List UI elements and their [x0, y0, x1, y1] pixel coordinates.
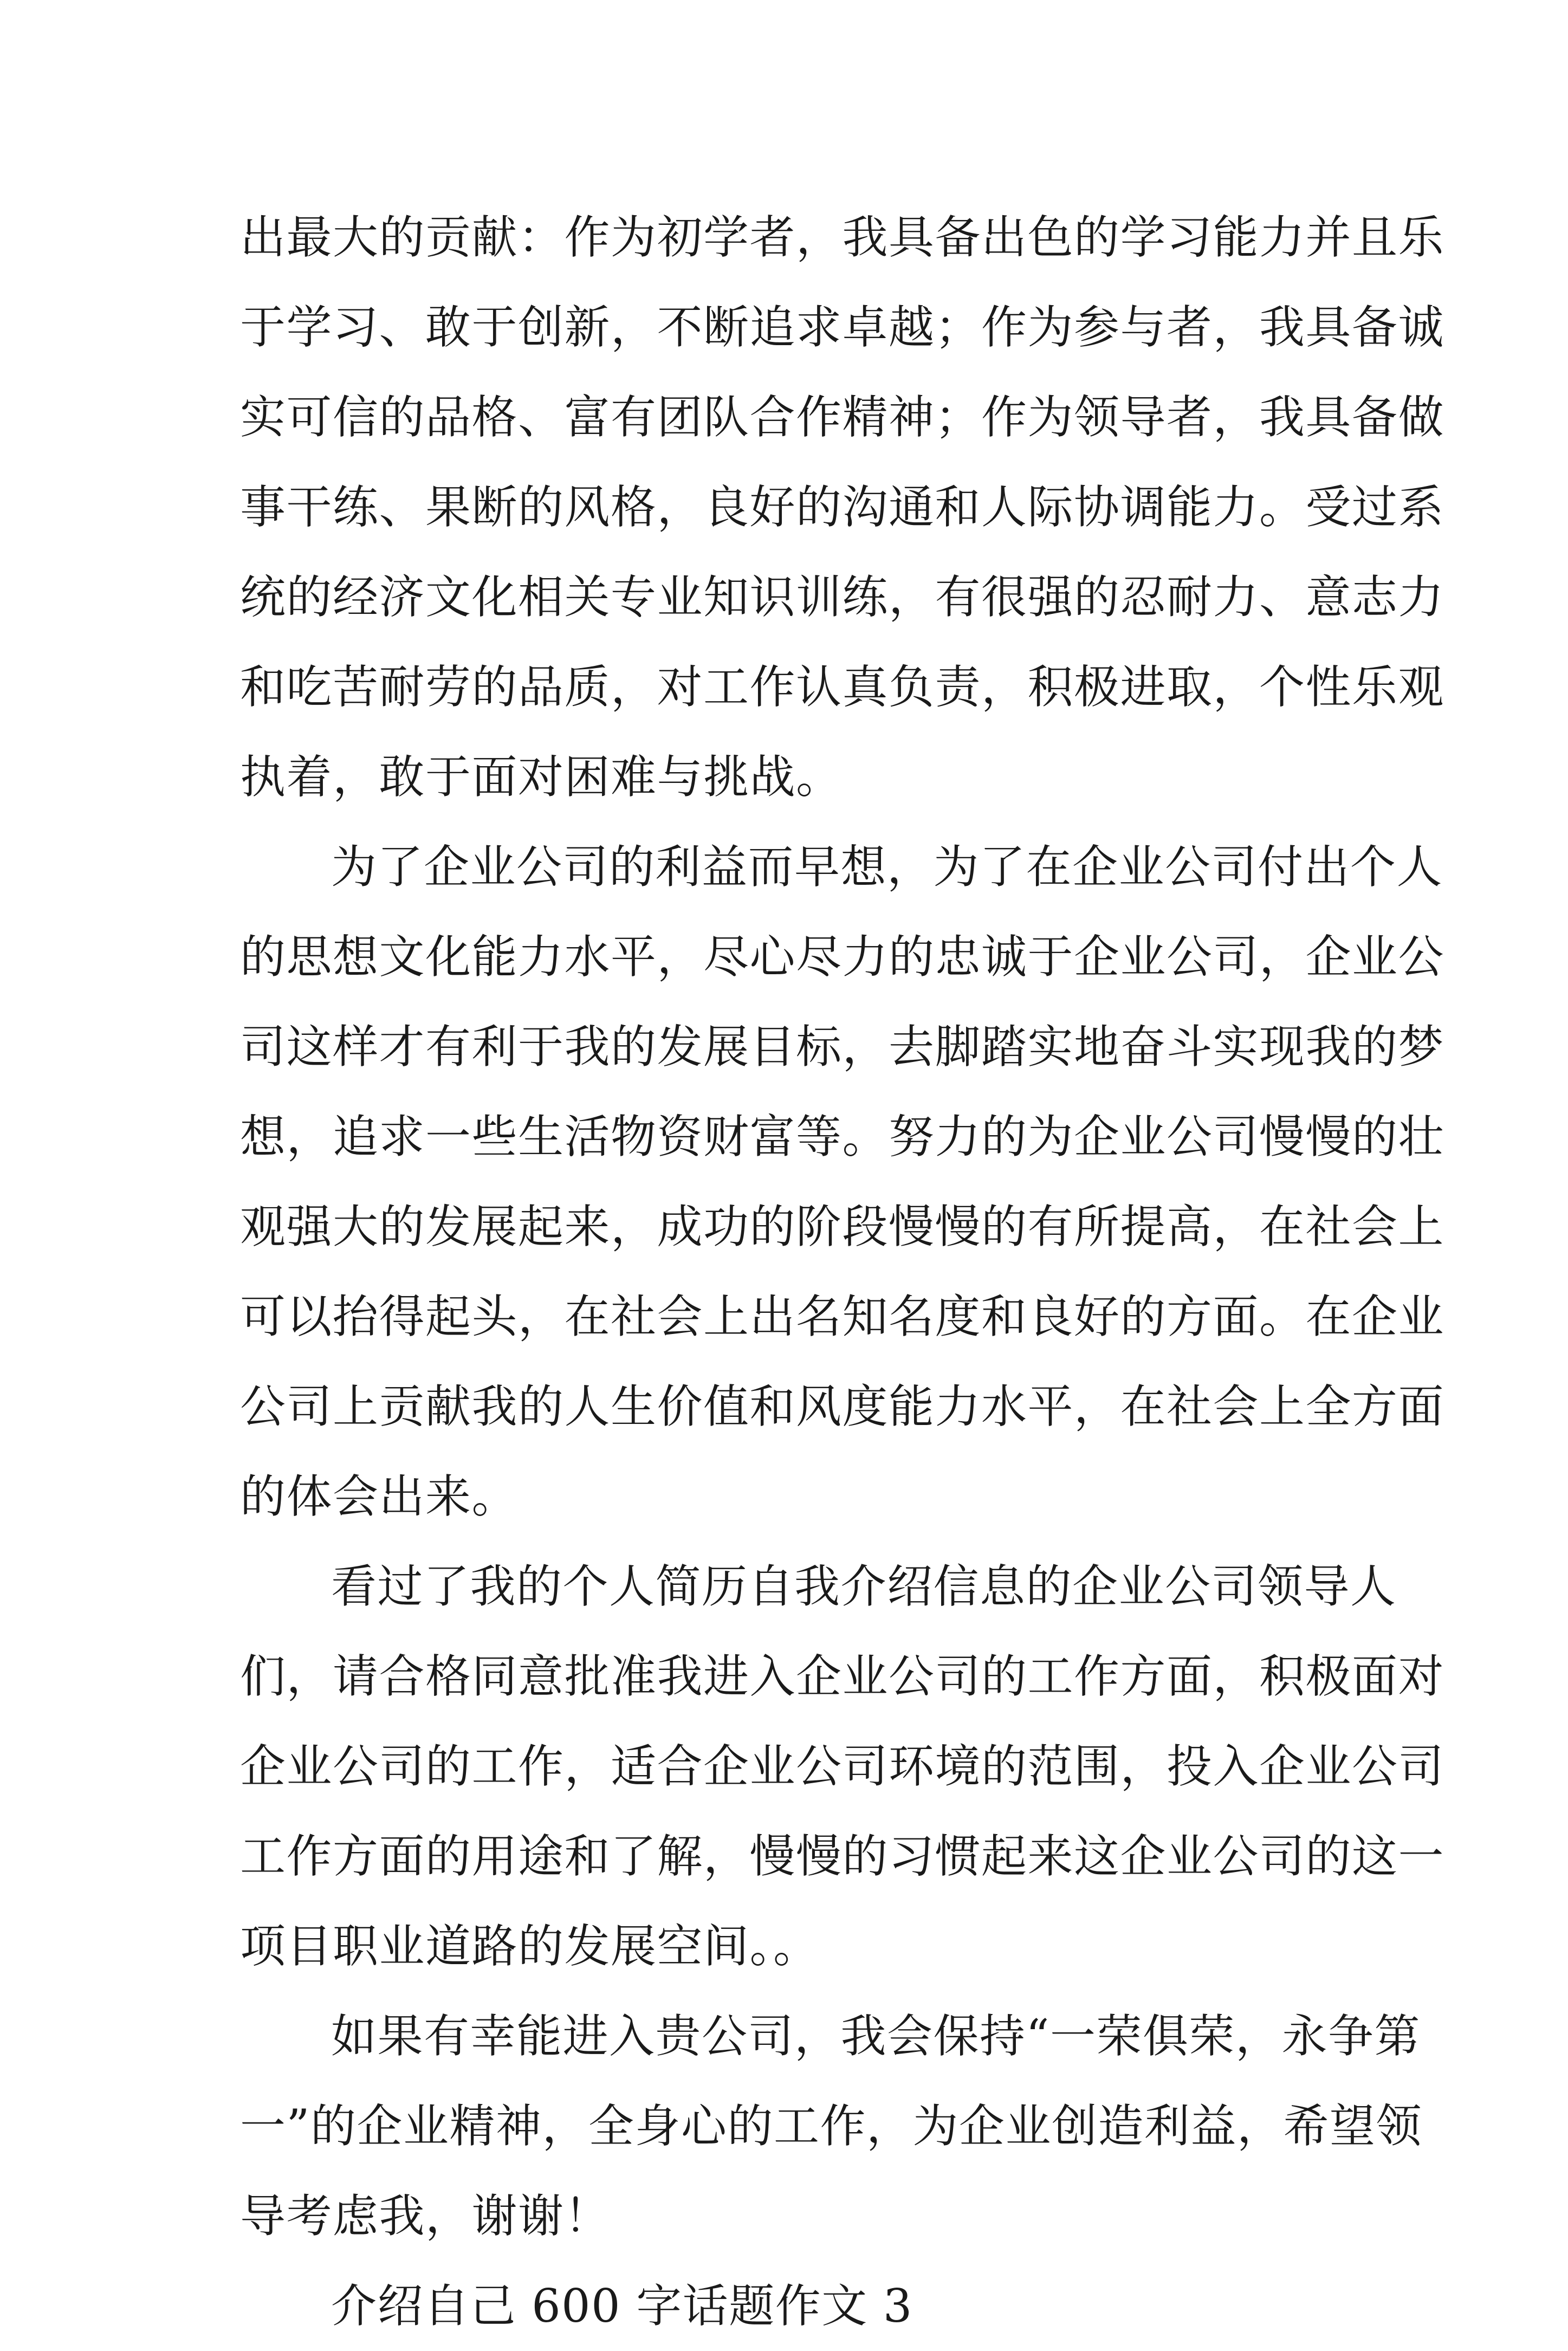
paragraph-line: 可以抬得起头，在社会上出名知名度和良好的方面。在企业: [240, 1290, 1445, 1343]
section-heading-block: [240, 2261, 1334, 2351]
paragraph-4: [240, 1991, 1422, 2261]
paragraph-1: [240, 192, 1445, 822]
document-body: [240, 192, 1445, 2351]
paragraph-2: [240, 822, 1445, 1542]
paragraph-line: 项目职业道路的发展空间。。: [240, 1920, 820, 1973]
paragraph-3: [240, 1542, 1445, 1991]
paragraph-line: 的思想文化能力水平，尽心尽力的忠诚于企业公司，企业公: [240, 930, 1445, 983]
paragraph-line: 工作方面的用途和了解，慢慢的习惯起来这企业公司的这一: [240, 1830, 1445, 1883]
paragraph-line: 司这样才有利于我的发展目标，去脚踏实地奋斗实现我的梦: [240, 1020, 1445, 1073]
paragraph-line: 们，请合格同意批准我进入企业公司的工作方面，积极面对: [240, 1650, 1445, 1703]
paragraph-line: 观强大的发展起来，成功的阶段慢慢的有所提高，在社会上: [240, 1200, 1445, 1253]
paragraph-line: 出最大的贡献：作为初学者，我具备出色的学习能力并且乐: [240, 211, 1445, 264]
paragraph-line: 如果有幸能进入贵公司，我会保持“一荣俱荣，永争第: [331, 2010, 1421, 2063]
paragraph-line: 导考虑我，谢谢！: [240, 2190, 611, 2243]
paragraph-line: 看过了我的个人简历自我介绍信息的企业公司领导人: [331, 1560, 1397, 1613]
paragraph-line: 公司上贡献我的人生价值和风度能力水平，在社会上全方面: [240, 1380, 1445, 1433]
paragraph-line: 想，追求一些生活物资财富等。努力的为企业公司慢慢的壮: [240, 1110, 1445, 1163]
paragraph-line: 事干练、果断的风格，良好的沟通和人际协调能力。受过系: [240, 481, 1445, 534]
paragraph-line: 实可信的品格、富有团队合作精神；作为领导者，我具备做: [240, 391, 1445, 444]
paragraph-line: 的体会出来。: [240, 1470, 519, 1523]
paragraph-line: 执着，敢于面对困难与挑战。: [240, 750, 843, 804]
section-heading: 介绍自己 600 字话题作文 3: [331, 2279, 913, 2333]
paragraph-line: 统的经济文化相关专业知识训练，有很强的忍耐力、意志力: [240, 571, 1445, 624]
paragraph-line: 企业公司的工作，适合企业公司环境的范围，投入企业公司: [240, 1740, 1445, 1793]
paragraph-line: 一”的企业精神，全身心的工作，为企业创造利益，希望领: [240, 2100, 1422, 2153]
paragraph-line: 于学习、敢于创新，不断追求卓越；作为参与者，我具备诚: [240, 301, 1445, 354]
paragraph-line: 和吃苦耐劳的品质，对工作认真负责，积极进取，个性乐观: [240, 660, 1445, 714]
paragraph-line: 为了企业公司的利益而早想，为了在企业公司付出个人: [331, 840, 1443, 893]
